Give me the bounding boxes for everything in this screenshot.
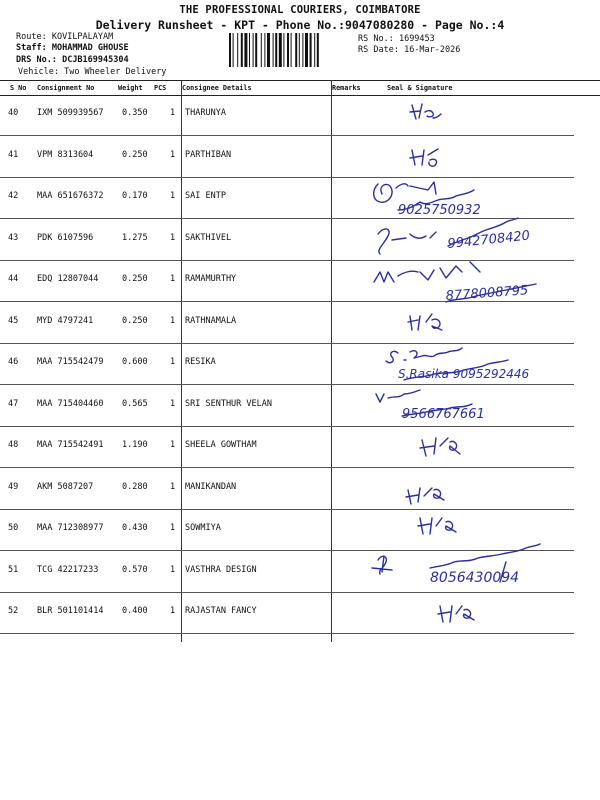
- staff-value: MOHAMMAD GHOUSE: [51, 43, 129, 53]
- weight: 0.170: [122, 191, 148, 201]
- pieces: 1: [170, 398, 176, 409]
- consignee-name: RATHNAMALA: [185, 315, 237, 326]
- sig-text-44: 8778008795: [445, 283, 529, 304]
- table-row: [0, 509, 600, 550]
- consignee-name: THARUNYA: [185, 108, 226, 118]
- col-sno: S No: [10, 84, 27, 92]
- weight: 0.400: [122, 606, 148, 616]
- sig-text-43: 9942708420: [446, 228, 531, 252]
- pieces: 1: [170, 523, 176, 533]
- table-row: [0, 343, 600, 384]
- table-row: [0, 219, 600, 260]
- barcode-image: [228, 33, 356, 67]
- rs-no-value: 1699453: [398, 34, 435, 44]
- pieces: 1: [170, 440, 176, 450]
- sig-text-47: 9566767661: [402, 407, 485, 422]
- table-row: [0, 136, 600, 177]
- table-row: [0, 302, 600, 343]
- weight: 0.570: [122, 564, 148, 575]
- consignment-number: IXM 509939567: [37, 108, 104, 118]
- pieces: 1: [170, 149, 176, 160]
- row-divider: [0, 633, 332, 634]
- vehicle-line: [18, 67, 166, 77]
- pieces: 1: [170, 481, 176, 492]
- runsheet-subtitle: Delivery Runsheet - KPT - Phone No.:9047080280 - Page No.:4: [95, 18, 505, 32]
- col-remarks: Remarks: [332, 84, 361, 92]
- route-line: [16, 32, 113, 42]
- table-row: [0, 468, 600, 509]
- consignee-name: RAJASTAN FANCY: [185, 606, 257, 616]
- table-row: [0, 94, 600, 135]
- drs-label: DRS No.:: [16, 55, 57, 65]
- weight: 0.565: [122, 398, 148, 409]
- consignee-name: SRI SENTHUR VELAN: [185, 398, 272, 409]
- row-divider: [332, 633, 574, 634]
- pieces: 1: [170, 232, 176, 243]
- consignee-name: PARTHIBAN: [185, 149, 232, 160]
- consignment-number: EDQ 12807044: [37, 274, 99, 284]
- serial-number: 50: [8, 523, 19, 533]
- consignee-name: SHEELA GOWTHAM: [185, 440, 257, 450]
- weight: 0.350: [122, 108, 148, 118]
- pieces: 1: [170, 315, 176, 326]
- consignee-name: SAI ENTP: [185, 191, 226, 201]
- weight: 0.250: [122, 315, 148, 326]
- consignment-number: MAA 651676372: [37, 191, 104, 201]
- table-row: [0, 426, 600, 467]
- weight: 1.275: [122, 232, 148, 243]
- rs-date-value: 16-Mar-2026: [404, 45, 461, 55]
- serial-number: 44: [8, 274, 19, 284]
- serial-number: 49: [8, 481, 19, 492]
- consignment-number: MAA 715542491: [37, 440, 104, 450]
- consignment-number: MAA 715542479: [37, 357, 104, 367]
- consignee-name: MANIKANDAN: [185, 481, 237, 492]
- company-title: THE PROFESSIONAL COURIERS, COIMBATORE: [179, 4, 421, 16]
- weight: 1.190: [122, 440, 148, 450]
- serial-number: 42: [8, 191, 19, 201]
- consignee-name: RAMAMURTHY: [185, 274, 237, 284]
- drs-value: DCJB169945304: [62, 55, 129, 65]
- consignee-name: SAKTHIVEL: [185, 232, 232, 243]
- consignment-number: MYD 4797241: [37, 315, 94, 326]
- header-divider: [181, 80, 182, 94]
- sig-text-42: 9025750932: [398, 203, 481, 218]
- route-label: Route:: [16, 32, 47, 42]
- consignment-number: MAA 715404460: [37, 398, 104, 409]
- col-weight: Weight: [118, 84, 143, 92]
- table-row: [0, 385, 600, 426]
- table-row: [0, 551, 600, 592]
- serial-number: 46: [8, 357, 19, 367]
- serial-number: 40: [8, 108, 19, 118]
- serial-number: 47: [8, 398, 19, 409]
- col-consignment: Consignment No: [37, 84, 95, 92]
- rs-date-label: RS Date:: [358, 45, 399, 55]
- weight: 0.600: [122, 357, 148, 367]
- serial-number: 51: [8, 564, 19, 575]
- staff-line: [16, 43, 129, 53]
- sig-text-51: 8056430094: [430, 570, 520, 586]
- weight: 0.280: [122, 481, 148, 492]
- col-consignee: Consignee Details: [182, 84, 252, 92]
- staff-label: Staff:: [16, 43, 47, 53]
- serial-number: 43: [8, 232, 19, 243]
- header-divider: [331, 80, 332, 94]
- consignee-name: RESIKA: [185, 357, 216, 367]
- drs-line: [16, 55, 129, 65]
- consignment-number: AKM 5087207: [37, 481, 94, 492]
- consignment-number: TCG 42217233: [37, 564, 99, 575]
- pieces: 1: [170, 606, 176, 616]
- pieces: 1: [170, 357, 176, 367]
- rs-no-line: [358, 34, 435, 44]
- pieces: 1: [170, 564, 176, 575]
- col-pcs: PCS: [154, 84, 167, 92]
- table-row: [0, 177, 600, 218]
- rs-date-line: [358, 45, 460, 55]
- vehicle-label: Vehicle:: [18, 67, 59, 77]
- serial-number: 52: [8, 606, 19, 616]
- consignee-name: SOWMIYA: [185, 523, 221, 533]
- weight: 0.250: [122, 149, 148, 160]
- pieces: 1: [170, 274, 176, 284]
- sig-text-46: S.Rasika 9095292446: [398, 367, 530, 381]
- consignment-number: PDK 6107596: [37, 232, 94, 243]
- pieces: 1: [170, 108, 176, 118]
- consignment-number: BLR 501101414: [37, 606, 104, 616]
- serial-number: 48: [8, 440, 19, 450]
- pieces: 1: [170, 191, 176, 201]
- table-row: [0, 592, 600, 633]
- consignment-number: VPM 8313604: [37, 149, 94, 160]
- rs-no-label: RS No.:: [358, 34, 394, 44]
- table-row: [0, 260, 600, 301]
- route-value: KOVILPALAYAM: [51, 32, 114, 42]
- vehicle-value: Two Wheeler Delivery: [64, 67, 167, 77]
- weight: 0.250: [122, 274, 148, 284]
- consignment-number: MAA 712308977: [37, 523, 104, 533]
- serial-number: 41: [8, 149, 19, 160]
- col-seal: Seal & Signature: [387, 84, 453, 92]
- consignee-name: VASTHRA DESIGN: [185, 564, 257, 575]
- weight: 0.430: [122, 523, 148, 533]
- serial-number: 45: [8, 315, 19, 326]
